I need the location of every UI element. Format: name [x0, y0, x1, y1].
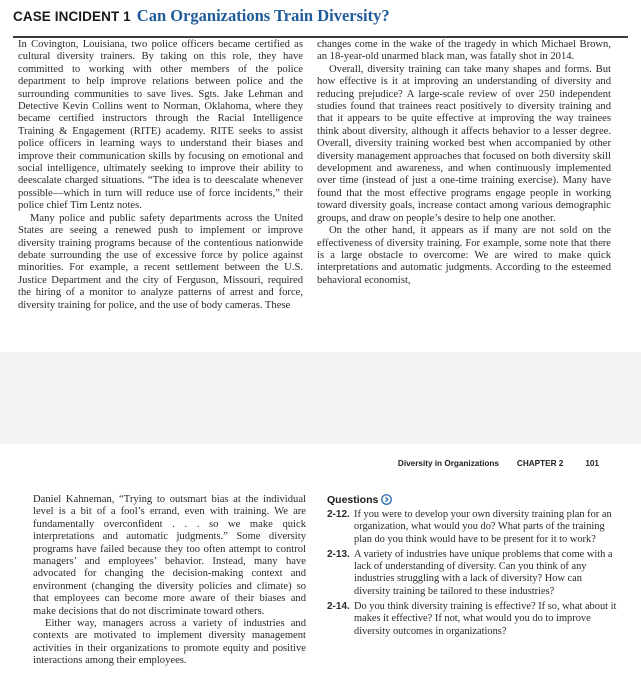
question-item	[327, 549, 619, 598]
top-left-column	[18, 39, 303, 312]
paragraph: Either way, managers across a variety of industries and contexts are motivated to implement diversity management activities in their organizations to promote equity and positive interactions among their employees.	[33, 618, 306, 667]
question-number: 2-12.	[327, 509, 350, 520]
paragraph: changes come in the wake of the tragedy in which Michael Brown, an 18-year-old unarmed black man, was fatally shot in 2014.	[317, 39, 611, 63]
paragraph: Many police and public safety departments across the United States are seeing a renewed push to implement or improve diversity training programs because of the contentious nationwide debate surrounding the use of excessive force by police against minorities. For example, a recent settlement between the U.S. Justice Department and the city of Ferguson, Missouri, required the hiring of a monitor to analyze patterns of arrest and force, diversity training for police, and the use of body cameras. These	[18, 212, 303, 311]
paragraph: On the other hand, it appears as if many are not sold on the effectiveness of diversity training. For example, some note that there is a large obstacle to overcome: We are wired to make quick interpretations and automatic judgments. According to the esteemed behavioral economist,	[317, 225, 611, 286]
circle-arrow-icon[interactable]	[381, 494, 392, 508]
paragraph: Overall, diversity training can take many shapes and forms. But how effective is it at improving an understanding of diversity and reducing prejudice? A large-scale review of over 250 independent studies found that trainees react positively to diversity training and that it appears to be quite effective at improving the way trainees think about diversity, although it affects behavior to a lesser degree. Overall, diversity training worked best when accompanied by other diversity management approaches that focused on both diversity skill development and awareness, and when continuously implemented over time (instead of just a one-time training exercise). Many have found that the most effective programs engage people in working toward diversity goals, increase contact among various demographic groups, and draw on people’s desire to help one another.	[317, 63, 611, 224]
case-title-bar	[13, 6, 628, 38]
question-item	[327, 601, 619, 638]
top-right-column	[317, 39, 611, 287]
bottom-left-column	[33, 494, 306, 668]
header-chapter: CHAPTER 2	[516, 459, 564, 468]
question-item	[327, 509, 619, 546]
questions-heading-text: Questions	[327, 494, 379, 506]
running-header	[398, 459, 599, 468]
case-title: Can Organizations Train Diversity?	[136, 6, 390, 25]
paragraph: Daniel Kahneman, “Trying to outsmart bias at the individual level is a bit of a fool’s errand, even with training. We are fundamentally overconfident . . . so we make quick interpretations and automatic judgments.” Some diversity programs have failed because they too often attempt to control managers’ and employees’ behavior. Instead, many have advocated for changing the decision-making context and environment (changing the diversity policies and climate) so that employees can become more aware of their biases and make decisions that do not discriminate toward others.	[33, 494, 306, 617]
question-text: A variety of industries have unique problems that come with a lack of understanding of diversity. Can you think of any industries struggling with a lack of diversity? How can diversity training be tailored to these industries?	[354, 548, 613, 597]
paragraph: In Covington, Louisiana, two police officers became certified as cultural diversity trainers. By taking on this role, they have committed to working with other members of the police department to help improve relations between police and the surrounding communities to save lives. Sgts. Jake Lehman and Detective Kevin Collins went to Norman, Oklahoma, where they became certified instructors through the Racial Intelligence Training & Engagement (RITE) academy. RITE seeks to assist police officers in learning ways to understand their biases and improve their communication skills by focusing on emotional and social intelligence, ultimately seeking to improve their ability to deescalate charged situations. “The idea is to deescalate whenever possible—which in turn will reduce use of force incidents,” their police chief Tim Lentz notes.	[18, 39, 303, 212]
question-text: If you were to develop your own diversity training plan for an organization, what would you do? What parts of the training plan do you think would have to be present for it to work?	[354, 509, 612, 545]
questions-list	[327, 509, 619, 641]
page-number: 101	[585, 459, 599, 468]
header-section: Diversity in Organizations	[397, 459, 499, 468]
question-number: 2-13.	[327, 548, 350, 560]
questions-heading	[327, 494, 392, 508]
question-text: Do you think diversity training is effective? If so, what about it makes it effective? If not, what would you do to improve diversity outcomes in organizations?	[354, 601, 617, 637]
case-label: CASE INCIDENT 1	[13, 9, 131, 24]
page-gap	[0, 352, 641, 444]
question-number: 2-14.	[327, 601, 350, 613]
